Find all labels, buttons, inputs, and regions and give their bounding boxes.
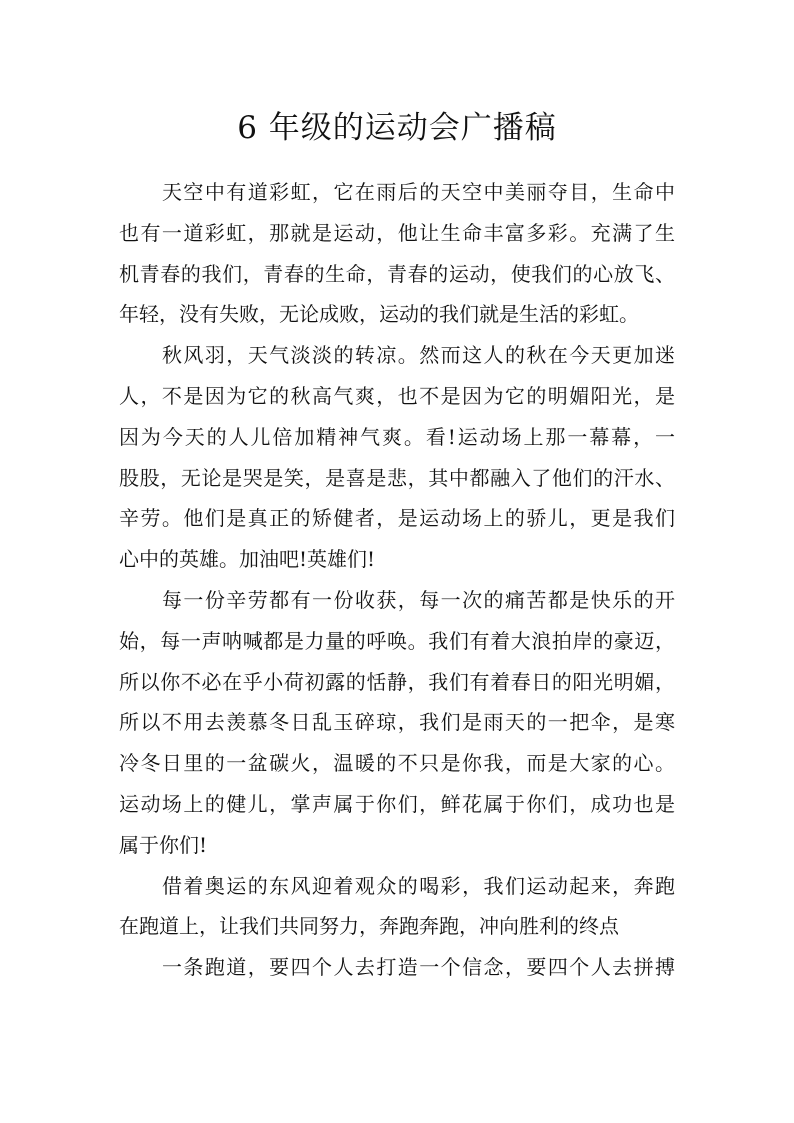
paragraph-line: 辛劳。他们是真正的矫健者，是运动场上的骄儿，更是我们 [119,506,675,531]
paragraph-1 [119,172,675,335]
paragraph-2 [119,335,675,580]
paragraph-5 [119,947,675,988]
paragraph-line: 所以不用去羡慕冬日乱玉碎琼，我们是雨天的一把伞，是寒 [119,710,675,735]
paragraph-line: 运动场上的健儿，掌声属于你们，鲜花属于你们，成功也是 [119,791,675,816]
paragraph-line: 也有一道彩虹，那就是运动，他让生命丰富多彩。充满了生 [119,220,675,245]
paragraph-line: 人，不是因为它的秋高气爽，也不是因为它的明媚阳光，是 [119,383,675,408]
paragraph-line: 心中的英雄。加油吧!英雄们! [119,547,376,572]
paragraph-line: 在跑道上，让我们共同努力，奔跑奔跑，冲向胜利的终点 [119,914,619,939]
paragraph-line: 因为今天的人儿倍加精神气爽。看!运动场上那一幕幕，一 [119,424,675,449]
paragraph-line: 秋风羽，天气淡淡的转凉。然而这人的秋在今天更加迷 [162,343,675,368]
paragraph-3 [119,580,675,866]
paragraph-line: 借着奥运的东风迎着观众的喝彩，我们运动起来，奔跑 [162,873,675,898]
paragraph-line: 属于你们! [119,832,208,857]
document-body [119,172,675,988]
document-title: 6 年级的运动会广播稿 [237,110,557,146]
paragraph-line: 一条跑道，要四个人去打造一个信念，要四个人去拼搏 [162,955,675,980]
paragraph-line: 始，每一声呐喊都是力量的呼唤。我们有着大浪拍岸的豪迈， [119,628,675,653]
paragraph-line: 所以你不必在乎小荷初露的恬静，我们有着春日的阳光明媚， [119,669,675,694]
paragraph-line: 机青春的我们，青春的生命，青春的运动，使我们的心放飞、 [119,261,675,286]
paragraph-line: 每一份辛劳都有一份收获，每一次的痛苦都是快乐的开 [162,587,675,612]
paragraph-4 [119,866,675,948]
paragraph-line: 股股，无论是哭是笑，是喜是悲，其中都融入了他们的汗水、 [119,465,675,490]
paragraph-line: 天空中有道彩虹，它在雨后的天空中美丽夺目，生命中 [162,180,675,204]
paragraph-line: 年轻，没有失败，无论成败，运动的我们就是生活的彩虹。 [119,302,639,327]
paragraph-line: 冷冬日里的一盆碳火，温暖的不只是你我，而是大家的心。 [119,751,675,776]
